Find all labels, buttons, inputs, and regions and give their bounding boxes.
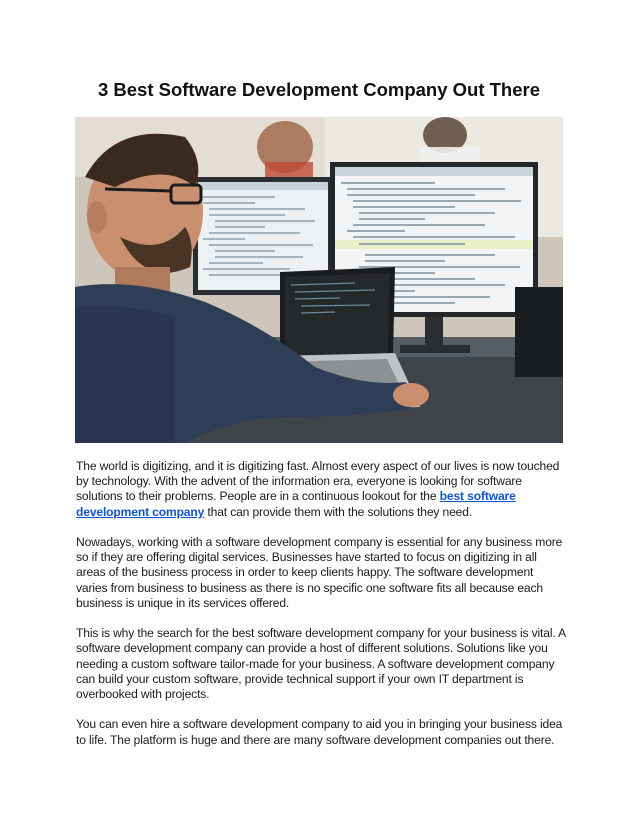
paragraph-1-text-end: that can provide them with the solutions they need. bbox=[204, 504, 473, 519]
developer-at-workstation-illustration bbox=[75, 117, 563, 443]
paragraph-4: You can even hire a software development company to aid you in bringing your business idea to life. The platform is huge and there are many software development companies out there. bbox=[76, 717, 563, 747]
best-software-development-company-link[interactable]: best software development company bbox=[76, 489, 516, 519]
paragraph-1-text-start: The world is digitizing, and it is digitizing fast. Almost every aspect of our lives is now touched by technology. With the advent of the information era, everyone is looking for software solutions to their problems. People are in a continuous lookout for the bbox=[76, 459, 560, 504]
paragraph-2: Nowadays, working with a software development company is essential for any business more so if they are offering digital services. Businesses have started to focus on digitizing in all areas of the business process in order to keep clients happy. The software development varies from business to business as there is no specific one software fits all because each business is unique in its services offered. bbox=[76, 535, 563, 610]
page-title: 3 Best Software Development Company Out There bbox=[97, 79, 541, 100]
article-body bbox=[76, 459, 566, 763]
hero-image bbox=[75, 117, 563, 443]
paragraph-3: This is why the search for the best software development company for your business is vital. A software development company can provide a host of different solutions. Solutions like you needing a custom software tailor-made for your business. A software development company can build your custom software, provide technical support if your own IT department is overbooked with projects. bbox=[76, 626, 566, 702]
paragraph-1 bbox=[76, 459, 566, 520]
